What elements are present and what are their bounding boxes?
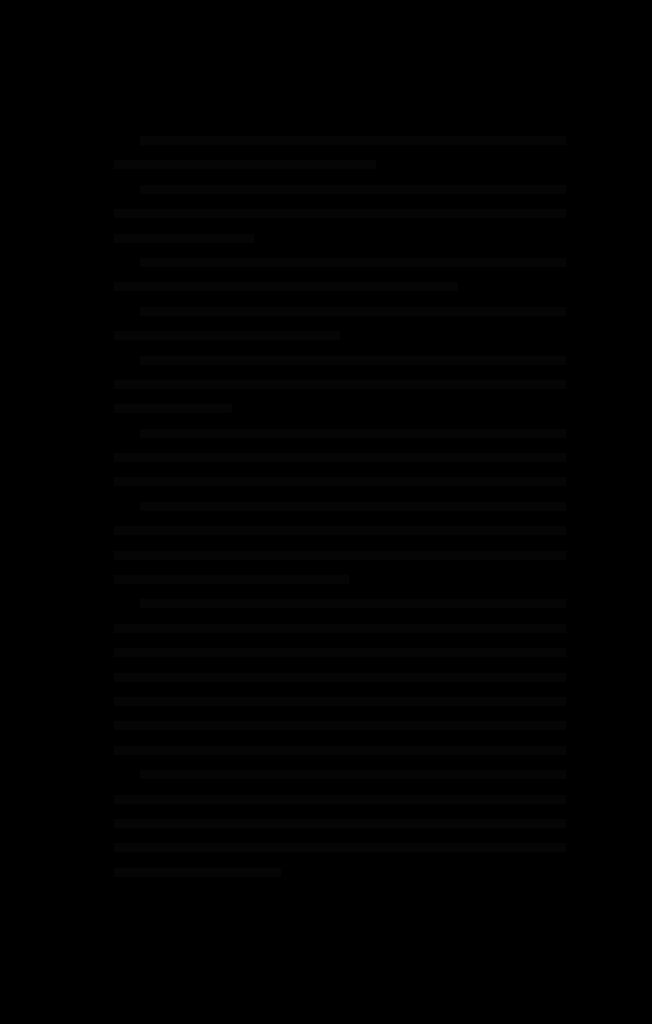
text-line	[114, 567, 566, 591]
text-line-ink	[114, 746, 566, 755]
text-line-ink	[114, 404, 232, 413]
text-line-ink	[140, 502, 566, 511]
text-line	[114, 226, 566, 250]
text-line-ink	[114, 673, 566, 682]
text-line	[114, 201, 566, 225]
text-line-ink	[114, 575, 349, 584]
text-line	[114, 762, 566, 786]
text-line	[114, 469, 566, 493]
text-line-ink	[114, 526, 566, 535]
text-line	[114, 787, 566, 811]
text-line-ink	[140, 258, 566, 267]
text-line	[114, 518, 566, 542]
text-line	[114, 323, 566, 347]
text-line	[114, 494, 566, 518]
text-line-ink	[114, 819, 566, 828]
text-line-ink	[114, 453, 566, 462]
text-line-ink	[114, 648, 566, 657]
text-line	[114, 835, 566, 859]
text-line-ink	[140, 599, 566, 608]
text-line-ink	[114, 868, 281, 877]
text-line	[114, 274, 566, 298]
text-line	[114, 689, 566, 713]
text-line	[114, 421, 566, 445]
text-line	[114, 177, 566, 201]
text-line-ink	[140, 770, 566, 779]
text-line	[114, 372, 566, 396]
text-line	[114, 445, 566, 469]
page-number	[110, 76, 150, 96]
text-line	[114, 665, 566, 689]
text-line	[114, 713, 566, 737]
text-line	[114, 152, 566, 176]
text-line-ink	[114, 795, 566, 804]
text-line-ink	[114, 234, 254, 243]
text-line-ink	[114, 331, 340, 340]
text-line	[114, 591, 566, 615]
text-line-ink	[114, 721, 566, 730]
text-line	[114, 299, 566, 323]
text-line	[114, 348, 566, 372]
text-line-ink	[114, 380, 566, 389]
text-line	[114, 860, 566, 884]
text-line	[114, 811, 566, 835]
text-line-ink	[140, 136, 566, 145]
text-line-ink	[114, 477, 566, 486]
text-line-ink	[114, 160, 376, 169]
text-line	[114, 543, 566, 567]
text-line-ink	[140, 307, 566, 316]
text-line	[114, 738, 566, 762]
text-line	[114, 250, 566, 274]
text-line-ink	[140, 185, 566, 194]
text-line-ink	[114, 697, 566, 706]
text-line-ink	[114, 843, 566, 852]
text-line-ink	[140, 429, 566, 438]
text-line	[114, 616, 566, 640]
text-line-ink	[140, 356, 566, 365]
text-line	[114, 396, 566, 420]
text-line-ink	[114, 282, 458, 291]
text-line	[114, 128, 566, 152]
text-line-ink	[114, 551, 566, 560]
body-text	[114, 128, 566, 884]
text-line	[114, 640, 566, 664]
text-line-ink	[114, 624, 566, 633]
text-line-ink	[114, 209, 566, 218]
